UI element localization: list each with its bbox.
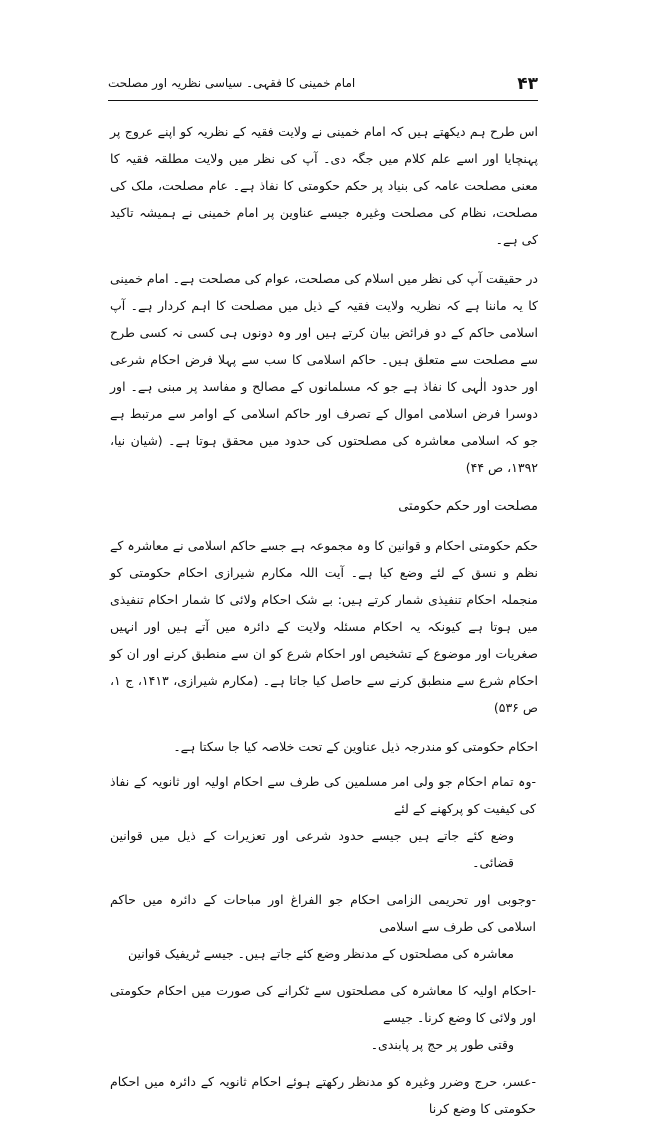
list-item-line: -احکام اولیہ کا معاشرہ کی مصلحتوں سے ٹکرانے کی صورت میں احکام حکومتی اور ولائی کا وضع کرنا۔ جیسے	[110, 983, 536, 1025]
list-intro: احکام حکومتی کو مندرجہ ذیل عناوین کے تحت خلاصہ کیا جا سکتا ہے۔	[173, 739, 538, 754]
list-item-continuation: وضع کئے جاتے ہیں جیسے حدود شرعی اور تعزیرات کے ذیل میں قوانین قضائی۔	[110, 828, 514, 870]
list-item-continuation: معاشرہ کی مصلحتوں کے مدنظر وضع کئے جاتے ہیں۔ جیسے ٹریفیک قوانین	[127, 946, 514, 961]
running-title: امام خمینی کا فقہی۔ سیاسی نظریہ اور مصلحت	[108, 76, 356, 90]
page-number: ۴۳	[517, 74, 538, 94]
paragraph-2: در حقیقت آپ کی نظر میں اسلام کی مصلحت، عوام کی مصلحت ہے۔ امام خمینی کا یہ ماننا ہے کہ نظریہ ولایت فقیہ کے ذیل میں مصلحت کا اہم کردار ہے۔ آپ اسلامی حاکم کے دو فرائض بیان کرتے ہیں اور وہ دونوں ہی کسی نہ کسی طرح سے مصلحت سے متعلق ہیں۔ حاکم اسلامی کا سب سے پہلا فرض احکام شرعی اور حدود الٰہی کا نفاذ ہے جو کہ مسلمانوں کے مصالح و مفاسد پر مبنی ہے۔ اور دوسرا فرض اسلامی اموال کے تصرف اور حاکم اسلامی کے اوامر سے مرتبط ہے جو کہ اسلامی معاشرہ کی مصلحتوں کی حدود میں محقق ہوتا ہے۔ (شیان نیا، ۱۳۹۲، ص ۴۴)	[110, 271, 538, 475]
list-item	[110, 977, 538, 1058]
page-header	[108, 72, 538, 101]
page-body	[110, 118, 538, 1132]
list-item-line: -وجوبی اور تحریمی الزامی احکام جو الفراغ اور مباحات کے دائرہ میں حاکم اسلامی کی طرف سے اسلامی	[110, 892, 536, 934]
list-item-continuation: وقتی طور پر حج پر پابندی۔	[370, 1037, 514, 1052]
list-item	[110, 768, 538, 876]
list-item	[110, 1068, 538, 1122]
list-item-line: -عسر، حرج وضرر وغیرہ کو مدنظر رکھتے ہوئے احکام ثانویہ کے دائرہ میں احکام حکومتی کا وضع کرنا	[110, 1074, 536, 1116]
list-item-line: -وہ تمام احکام جو ولی امر مسلمین کی طرف سے احکام اولیہ اور ثانویہ کے نفاذ کی کیفیت کو پرکھنے کے لئے	[110, 774, 536, 816]
paragraph-3: حکم حکومتی احکام و قوانین کا وہ مجموعہ ہے جسے حاکم اسلامی نے معاشرہ کے نظم و نسق کے لئے وضع کیا ہے۔ آیت اللہ مکارم شیرازی احکام حکومتی کو منجملہ احکام تنفیذی شمار کرتے ہیں: بے شک احکام ولائی کا شمار احکام تنفیذی میں ہوتا ہے کیونکہ یہ احکام مسئلہ ولایت کے دائرہ میں آتے ہیں اور انہیں صغریات اور موضوع کے تشخیص اور احکام شرع کو ان سے منطبق کرنے اور ان کو احکام شرع سے منطبق کرنے سے حاصل کیا جاتا ہے۔ (مکارم شیرازی، ۱۴۱۳، ج ۱، ص ۵۳۶)	[110, 538, 538, 715]
paragraph-1: اس طرح ہم دیکھتے ہیں کہ امام خمینی نے ولایت فقیہ کے نظریہ کو اپنے عروج پر پہنچایا اور اسے علم کلام میں جگہ دی۔ آپ کی نظر میں ولایت مطلقہ فقیہ کا معنی مصلحت عامہ کی بنیاد پر حکم حکومتی کا نفاذ ہے۔ عام مصلحت، ملک کی مصلحت، نظام کی مصلحت وغیرہ جیسے عناوین پر امام خمینی نے ہمیشہ تاکید کی ہے۔	[110, 124, 538, 247]
section-heading: مصلحت اور حکم حکومتی	[398, 499, 538, 514]
list-item	[110, 886, 538, 967]
